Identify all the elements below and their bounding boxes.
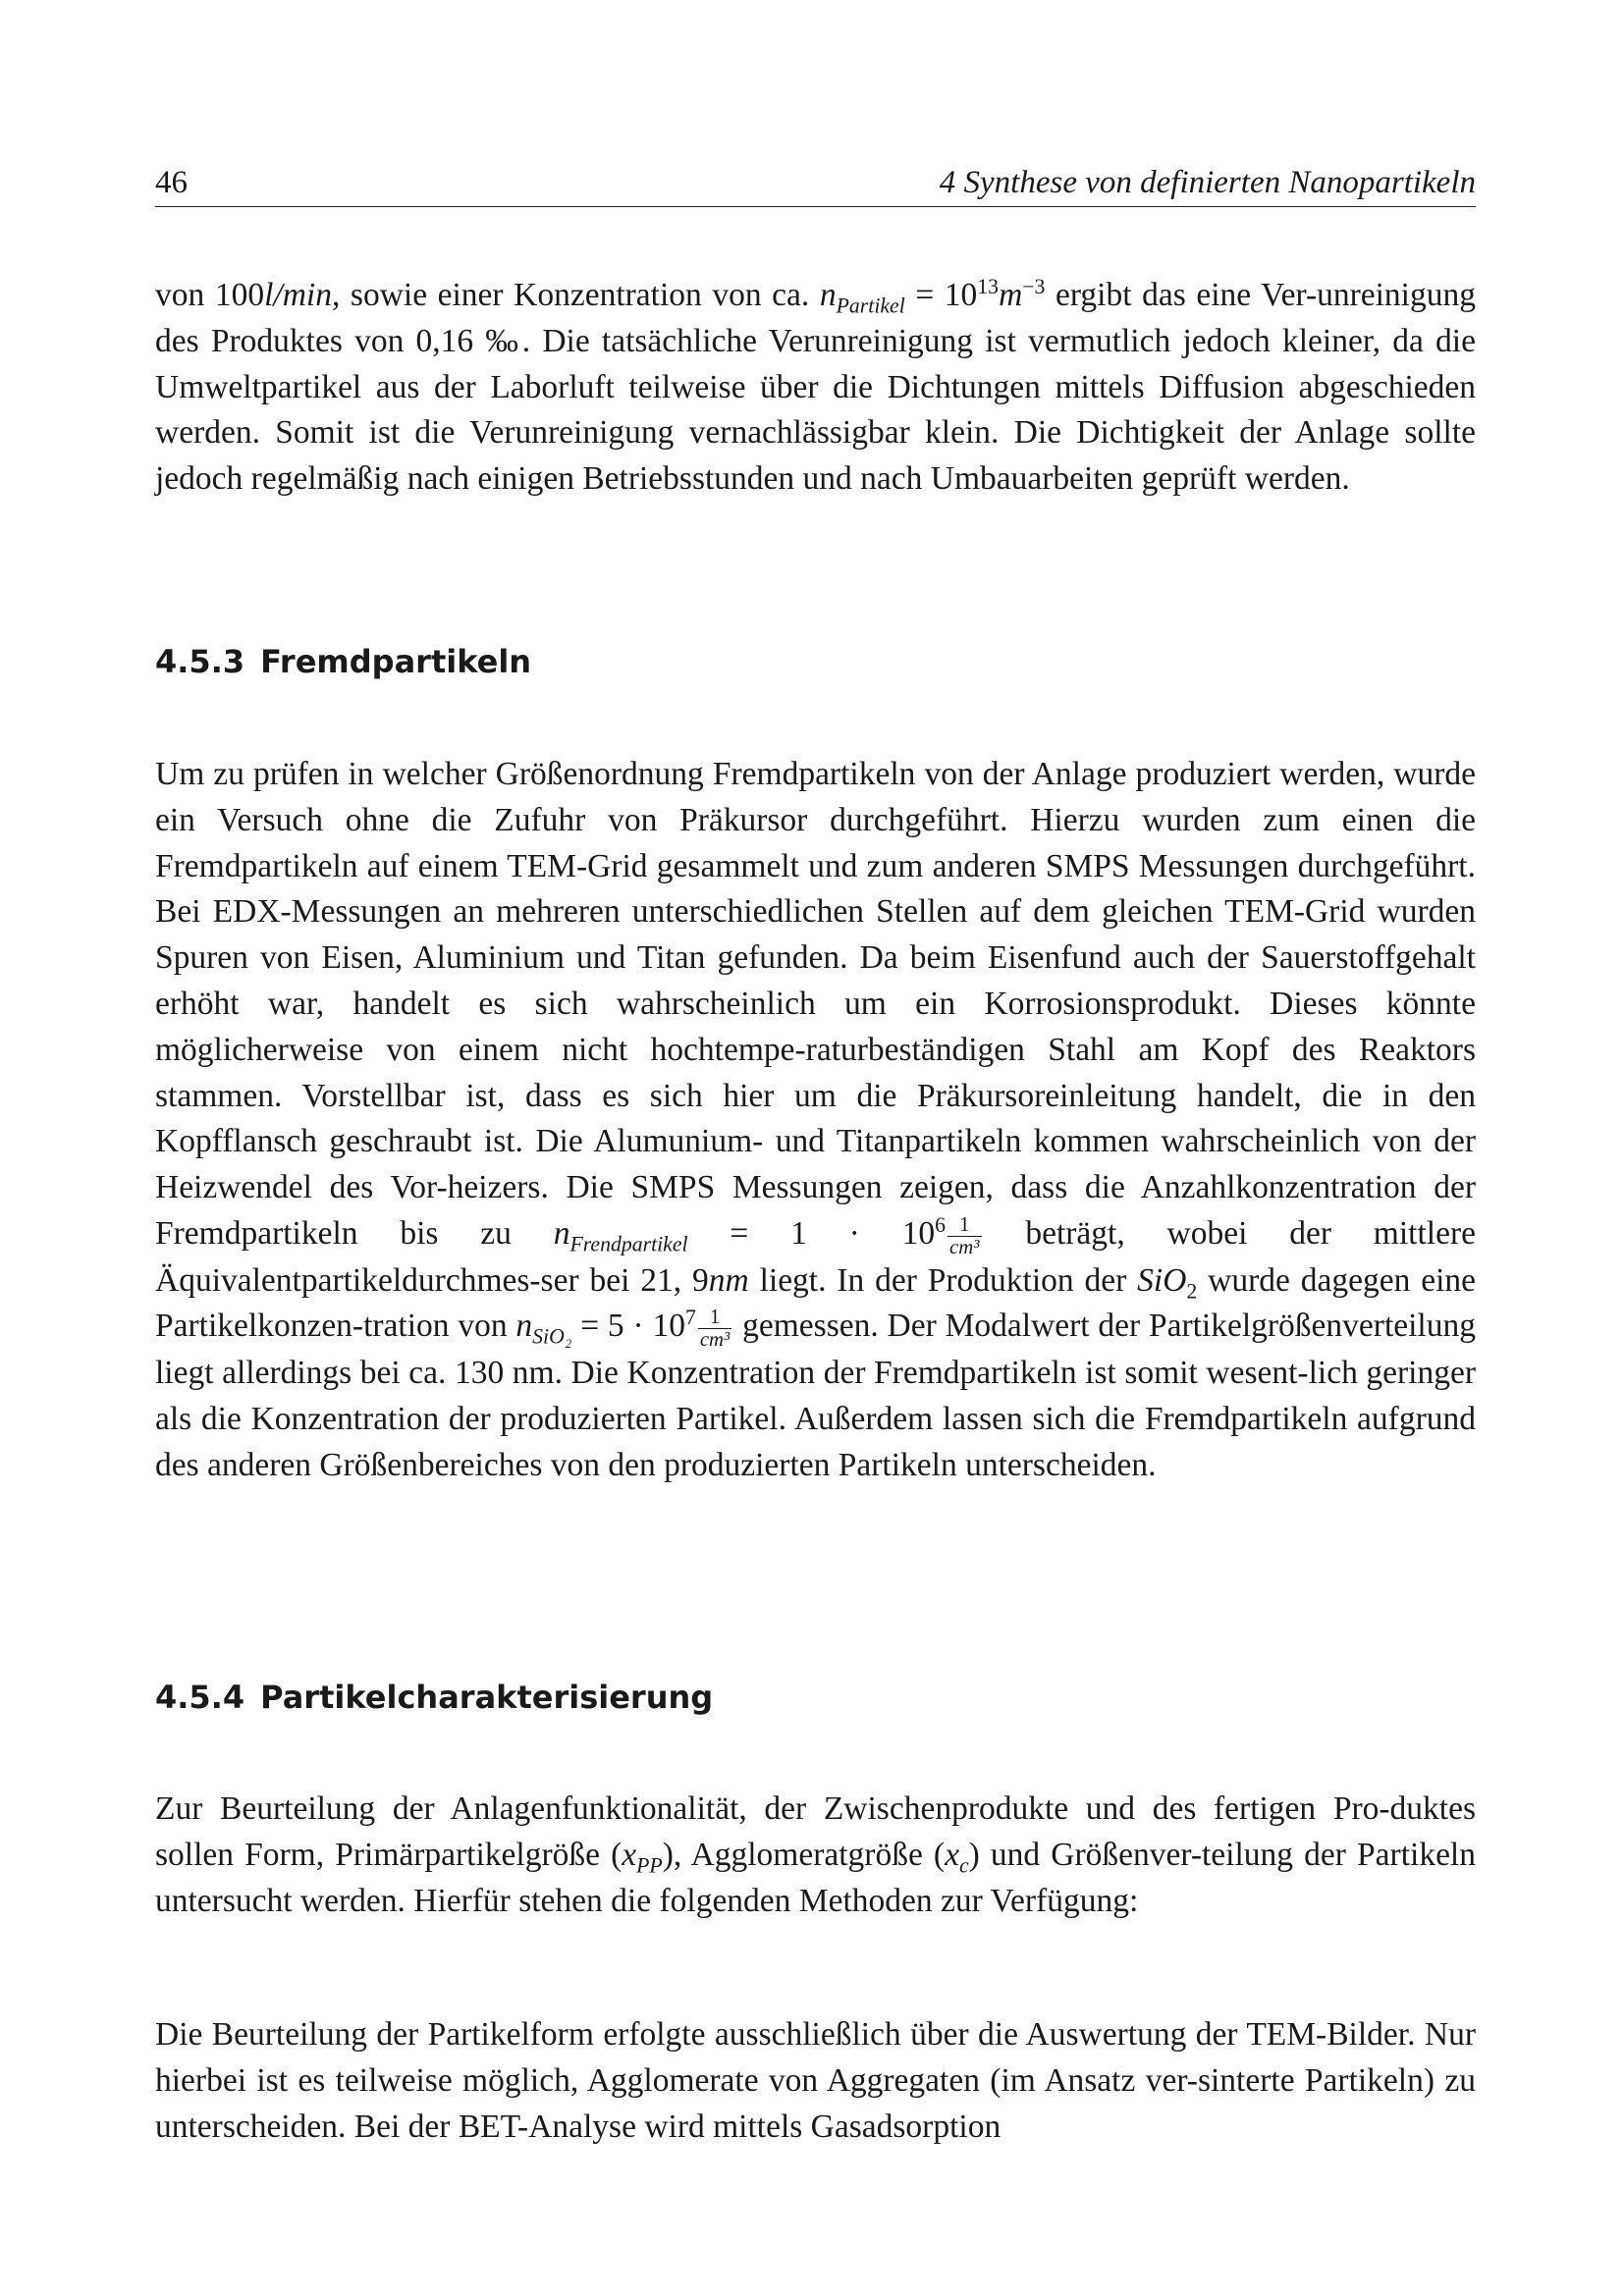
page-number: 46 [155,165,188,200]
paragraph-foreign-particles: Um zu prüfen in welcher Größenordnung Fremdpartikeln von der Anlage produziert werden, wurde ein Versuch ohne die Zufuhr von Präkursor durchgeführt. Hierzu wurden zum einen die Fremdpartikeln auf einem TEM-Grid gesammelt und zum anderen SMPS Messungen durchgeführt. Bei EDX-Messungen an mehreren unterschiedlichen Stellen auf dem gleichen TEM-Grid wurden Spuren von Eisen, Aluminium und Titan gefunden. Da beim Eisenfund auch der Sauerstoffgehalt erhöht war, handelt es sich wahrscheinlich um ein Korrosionsprodukt. Dieses könnte möglicherweise von einem nicht hochtempe-raturbeständigen Stahl am Kopf des Reaktors stammen. Vorstellbar ist, dass es sich hier um die Präkursoreinleitung handelt, die in den Kopfflansch geschraubt ist. Die Alumunium- und Titanpartikeln kommen wahrscheinlich von der Heizwendel des Vor-heizers. Die SMPS Messungen zeigen, dass die Anzahlkonzentration der Fremdpartikeln bis zu $n_{Frendpartikel} = 1 \cdot 10^6$ $\frac{1}{\text{cm³}}$ beträgt, wobei der mittlere Äquivalentpartikeldurchmes-ser bei 21, 9nm liegt. In der Produktion der SiO$_2$ wurde dagegen eine Partikelkonzen-tration von $n_{SiO_2} = 5 \cdot 10^7$ $\frac{1}{\text{cm³}}$ gemessen. Der Modalwert der Partikelgrößenverteilung liegt allerdings bei ca. 130 nm. Die Konzentration der Fremdpartikeln ist somit wesent-lich geringer als die Konzentration der produzierten Partikel. Außerdem lassen sich die Fremdpartikeln aufgrund des anderen Größenbereiches von den produzierten Partikeln unterscheiden. [155,756,1476,1483]
chapter-title: 4 Synthese von definierten Nanopartikeln [939,165,1476,200]
paragraph-characterization-intro: Zur Beurteilung der Anlagenfunktionalität, der Zwischenprodukte und des fertigen Pro-duktes sollen Form, Primärpartikelgröße $(x_{PP})$, Agglomeratgröße $(x_c)$ und Größenver-teilung der Partikeln untersucht werden. Hierfür stehen die folgenden Methoden zur Verfügung: [155,1790,1476,1919]
paragraph-contamination-estimate: von 100l/min, sowie einer Konzentration von ca. $n_{Partikel} = 10^{13}m^{-3}$ ergibt das eine Ver-unreinigung des Produktes von 0,16 ‰. Die tatsächliche Verunreinigung ist vermutlich jedoch kleiner, da die Umweltpartikel aus der Laborluft teilweise über die Dichtungen mittels Diffusion abgeschieden werden. Somit ist die Verunreinigung vernachlässigbar klein. Die Dichtigkeit der Anlage sollte jedoch regelmäßig nach einigen Betriebsstunden und nach Umbauarbeiten geprüft werden. [155,274,1476,498]
document-page [155,0,1476,2296]
fraction-per-cm3: $\frac{1}{\text{cm³}}$ [699,1306,731,1352]
running-header [155,159,1476,207]
section-heading-4-5-4: 4.5.4 Partikelcharakterisierung [155,1679,714,1716]
section-heading-4-5-3: 4.5.3 Fremdpartikeln [155,643,532,680]
fraction-per-cm3: $\frac{1}{\text{cm³}}$ [949,1212,980,1258]
paragraph-particle-shape: Die Beurteilung der Partikelform erfolgte ausschließlich über die Auswertung der TEM-Bilder. Nur hierbei ist es teilweise möglich, Agglomerate von Aggregaten (im Ansatz ver-sinterte Partikeln) zu unterscheiden. Bei der BET-Analyse wird mittels Gasadsorption [155,2016,1476,2145]
